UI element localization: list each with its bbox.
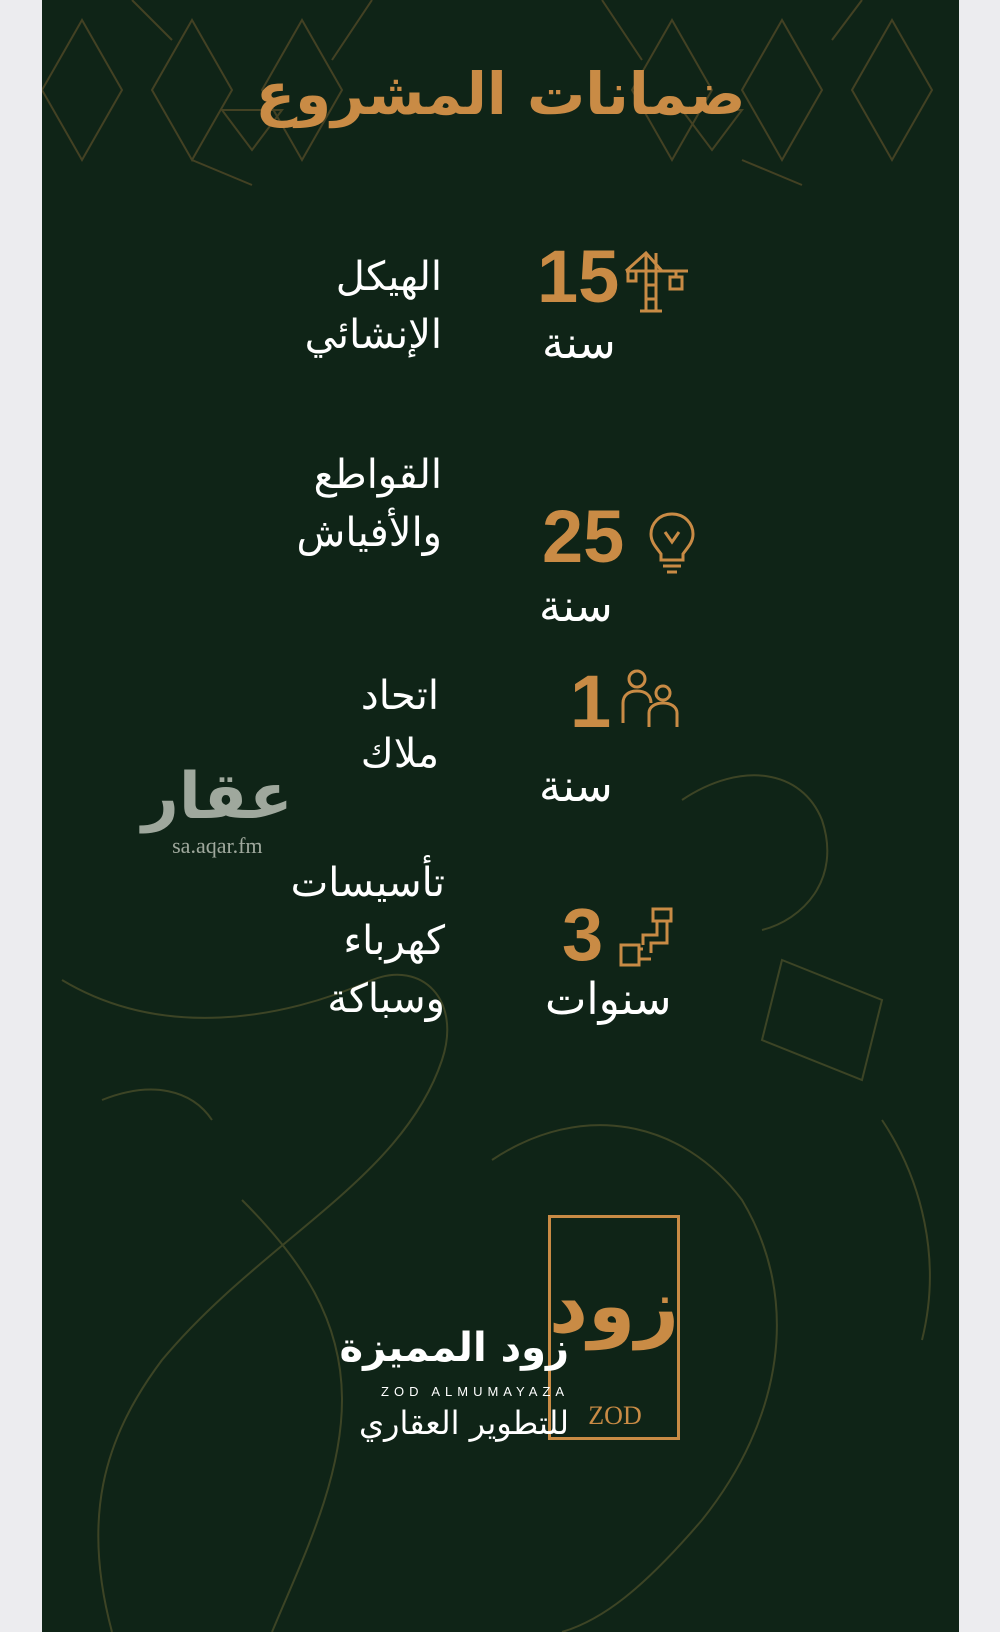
- guarantee-unit: سنة: [542, 318, 616, 369]
- lightbulb-icon: [647, 510, 697, 574]
- guarantee-number: 3: [562, 893, 604, 976]
- company-name: زود المميزة: [339, 1325, 569, 1371]
- pipes-icon: [617, 905, 677, 969]
- guarantee-number: 25: [542, 495, 625, 578]
- guarantee-number: 1: [570, 660, 612, 743]
- guarantee-row: [42, 860, 959, 1070]
- label-line: والأفياش: [296, 510, 442, 556]
- guarantee-row: [42, 235, 959, 440]
- label-line: الإنشائي: [304, 312, 442, 358]
- watermark-logo: عقار: [142, 760, 293, 834]
- guarantee-unit: سنة: [539, 581, 613, 632]
- label-line: كهرباء: [343, 918, 445, 964]
- watermark-url: sa.aqar.fm: [172, 833, 263, 858]
- guarantee-unit: سنوات: [545, 974, 672, 1025]
- page-title: ضمانات المشروع: [255, 60, 746, 128]
- guarantee-unit: سنة: [539, 761, 613, 812]
- logo-latin: ZOD: [588, 1401, 642, 1430]
- company-subtitle: للتطوير العقاري: [358, 1404, 569, 1442]
- label-line: تأسيسات: [290, 860, 445, 906]
- label-line: القواطع: [313, 452, 442, 498]
- guarantee-number: 15: [537, 235, 620, 318]
- crane-icon: [622, 245, 692, 315]
- guarantee-label: [182, 248, 442, 364]
- guarantee-row: [42, 452, 959, 660]
- poster-panel: [42, 0, 959, 1632]
- people-icon: [619, 667, 681, 731]
- logo-mark: زود: [549, 1261, 679, 1350]
- company-latin-name: ZOD ALMUMAYAZA: [381, 1384, 569, 1399]
- guarantee-label: [185, 854, 445, 1028]
- label-line: الهيكل: [335, 254, 442, 300]
- label-line: وسباكة: [327, 976, 445, 1022]
- watermark: [142, 760, 293, 859]
- label-line: ملاك: [360, 731, 439, 777]
- label-line: اتحاد: [360, 673, 439, 719]
- guarantee-label: [182, 446, 442, 562]
